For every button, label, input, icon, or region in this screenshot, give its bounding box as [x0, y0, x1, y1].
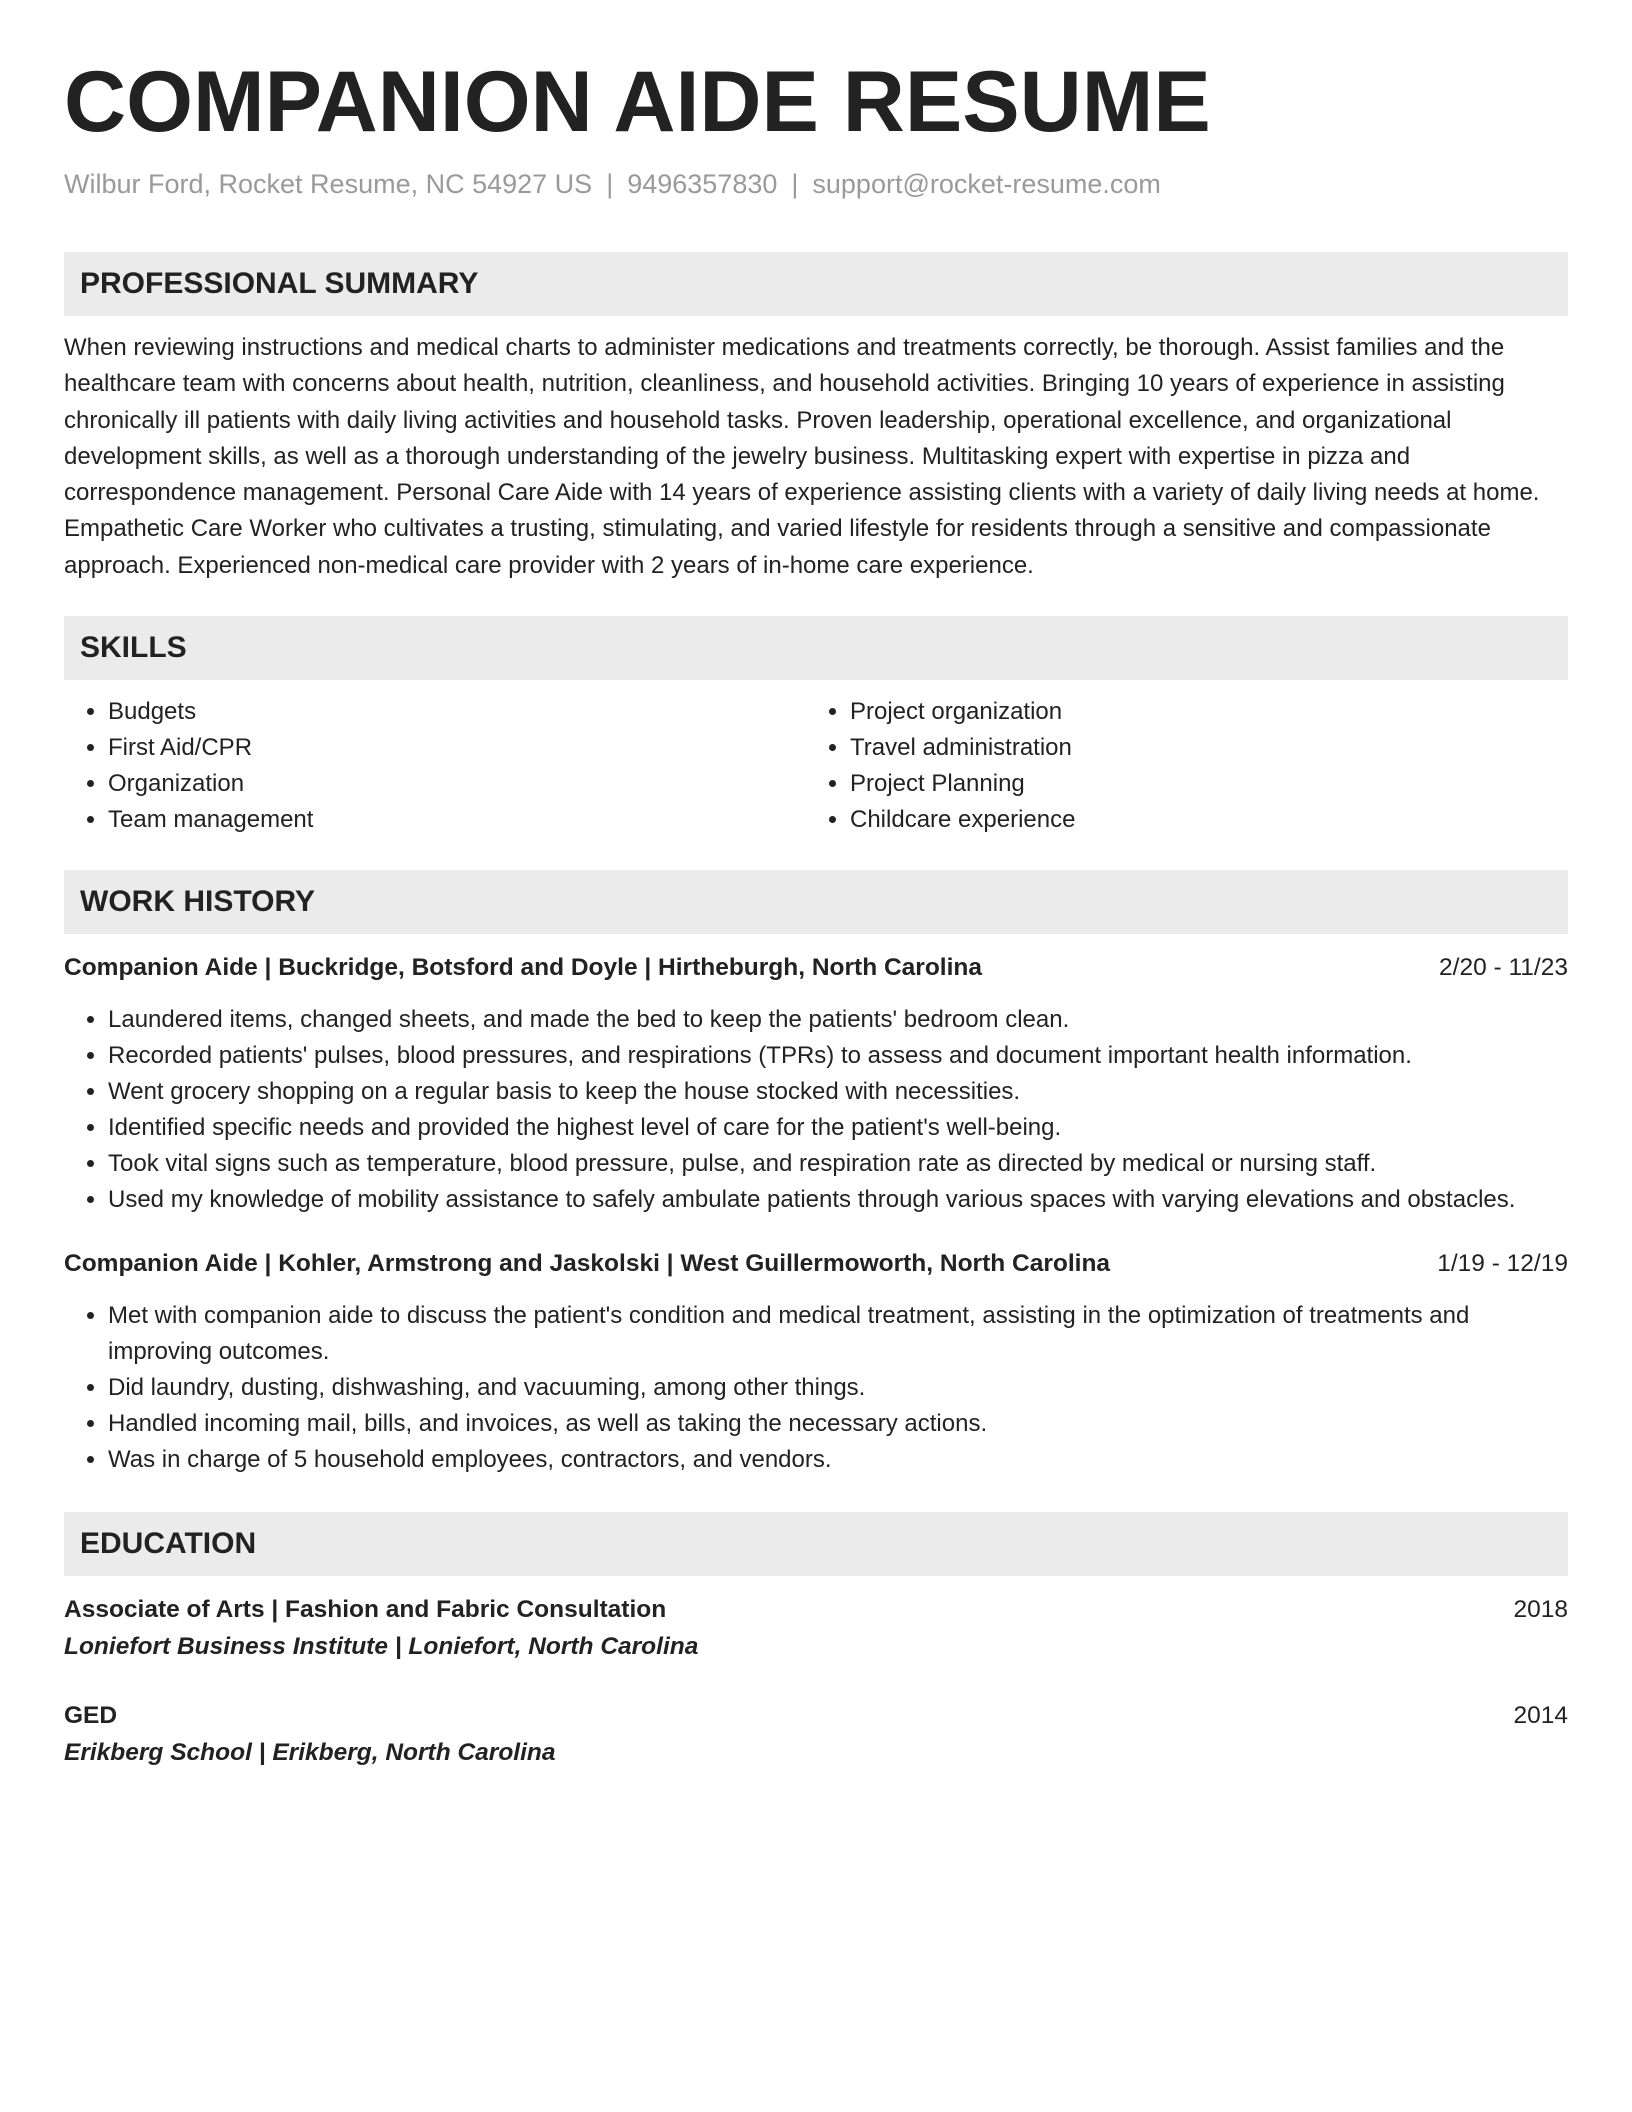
skill-item: • Childcare experience: [850, 802, 1548, 838]
job-entry: [64, 950, 1568, 1218]
job-bullet: • Was in charge of 5 household employees, contractors, and vendors.: [108, 1442, 1568, 1478]
skill-item: • Travel administration: [850, 730, 1548, 766]
job-bullet: • Laundered items, changed sheets, and made the bed to keep the patients' bedroom clean.: [108, 1002, 1568, 1038]
education-year: 2014: [1513, 1702, 1568, 1730]
education-header: [64, 1592, 1568, 1628]
section-heading-education: EDUCATION: [64, 1512, 1568, 1576]
job-bullet: • Went grocery shopping on a regular basis to keep the house stocked with necessities.: [108, 1074, 1568, 1110]
job-title: Companion Aide | Kohler, Armstrong and Jaskolski | West Guillermoworth, North Carolina: [64, 1250, 1111, 1278]
job-bullets: [64, 1298, 1568, 1478]
education-school: Loniefort Business Institute | Loniefort, North Carolina: [64, 1633, 699, 1661]
education-entry: [64, 1698, 1568, 1772]
job-dates: 1/19 - 12/19: [1437, 1250, 1568, 1278]
section-heading-skills: SKILLS: [64, 616, 1568, 680]
job-bullet: • Used my knowledge of mobility assistance to safely ambulate patients through various spaces with varying elevations and obstacles.: [108, 1182, 1568, 1218]
job-bullet: • Did laundry, dusting, dishwashing, and vacuuming, among other things.: [108, 1370, 1568, 1406]
skill-item: • Organization: [108, 766, 806, 802]
job-header: [64, 1246, 1568, 1282]
education-header: [64, 1698, 1568, 1734]
contact-separator: |: [791, 169, 799, 199]
contact-separator: |: [606, 169, 614, 199]
resume-title: COMPANION AIDE RESUME: [64, 54, 1211, 150]
skills-column-left: [64, 694, 806, 838]
job-bullet: • Took vital signs such as temperature, blood pressure, pulse, and respiration rate as directed by medical or nursing staff.: [108, 1146, 1568, 1182]
job-dates: 2/20 - 11/23: [1439, 954, 1568, 982]
job-header: [64, 950, 1568, 986]
skill-item: • Project Planning: [850, 766, 1548, 802]
education-degree: Associate of Arts | Fashion and Fabric Consultation: [64, 1596, 667, 1624]
job-entry: [64, 1246, 1568, 1478]
job-bullet: • Handled incoming mail, bills, and invoices, as well as taking the necessary actions.: [108, 1406, 1568, 1442]
contact-email: support@rocket-resume.com: [812, 169, 1161, 199]
skill-item: • Team management: [108, 802, 806, 838]
education-degree: GED: [64, 1702, 118, 1730]
skills-column-right: [806, 694, 1548, 838]
education-school: Erikberg School | Erikberg, North Carolina: [64, 1739, 556, 1767]
skills-list: [64, 694, 1568, 838]
contact-address: Wilbur Ford, Rocket Resume, NC 54927 US: [64, 169, 593, 199]
job-bullet: • Recorded patients' pulses, blood pressures, and respirations (TPRs) to assess and document important health information.: [108, 1038, 1568, 1074]
job-title: Companion Aide | Buckridge, Botsford and Doyle | Hirtheburgh, North Carolina: [64, 954, 982, 982]
education-year: 2018: [1513, 1596, 1568, 1624]
skill-item: • First Aid/CPR: [108, 730, 806, 766]
job-bullet: • Identified specific needs and provided the highest level of care for the patient's well-being.: [108, 1110, 1568, 1146]
job-bullet: • Met with companion aide to discuss the patient's condition and medical treatment, assisting in the optimization of treatments and improving outcomes.: [108, 1298, 1568, 1370]
job-bullets: [64, 1002, 1568, 1218]
skill-item: • Budgets: [108, 694, 806, 730]
contact-line: [64, 166, 1568, 202]
skill-item: • Project organization: [850, 694, 1548, 730]
contact-phone: 9496357830: [627, 169, 778, 199]
section-heading-summary: PROFESSIONAL SUMMARY: [64, 252, 1568, 316]
summary-text: When reviewing instructions and medical charts to administer medications and treatments correctly, be thorough. Assist families and the healthcare team with concerns about health, nutrition, cleanliness, and household activities. Bringing 10 years of experience in assisting chronically ill patients with daily living activities and household tasks. Proven leadership, operational excellence, and organizational development skills, as well as a thorough understanding of the jewelry business. Multitasking expert with expertise in pizza and correspondence management. Personal Care Aide with 14 years of experience assisting clients with a variety of daily living needs at home. Empathetic Care Worker who cultivates a trusting, stimulating, and varied lifestyle for residents through a sensitive and compassionate approach. Experienced non-medical care provider with 2 years of in-home care experience.: [64, 334, 1540, 579]
resume-page: [64, 50, 1568, 1772]
section-heading-work-history: WORK HISTORY: [64, 870, 1568, 934]
education-entry: [64, 1592, 1568, 1666]
